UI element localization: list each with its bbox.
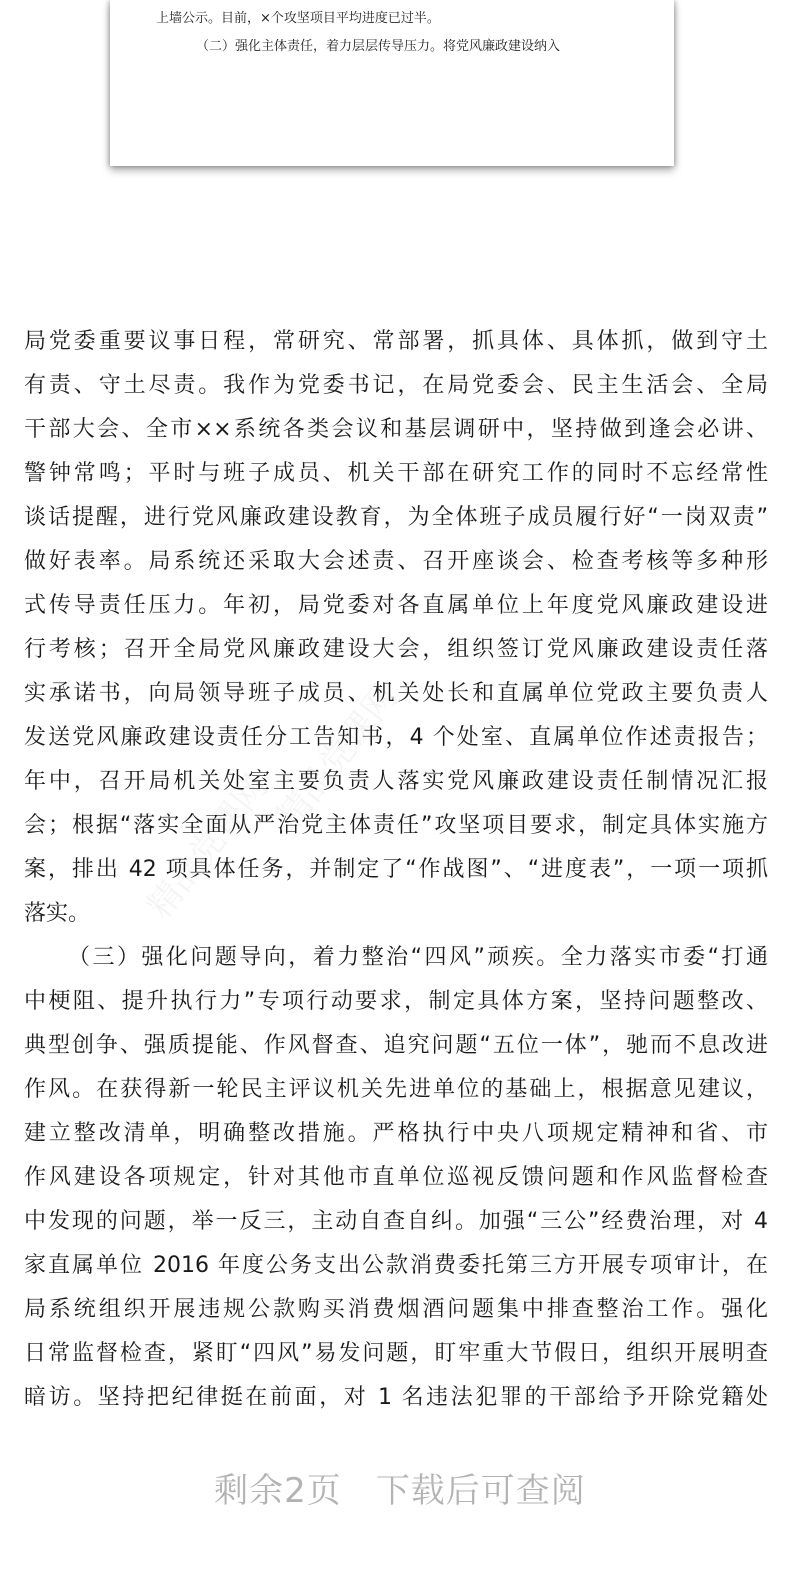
document-body <box>24 320 768 1420</box>
body-line: 作风。在获得新一轮民主评议机关先进单位的基础上，根据意见建议， <box>24 1077 768 1102</box>
body-line: 警钟常鸣；平时与班子成员、机关干部在研究工作的同时不忘经常性 <box>24 461 768 486</box>
body-line: 作风建设各项规定，针对其他市直单位巡视反馈问题和作风监督检查 <box>24 1165 768 1190</box>
watermark: 精品党课网 <box>139 767 276 926</box>
body-line: 年中，召开局机关处室主要负责人落实党风廉政建设责任制情况汇报 <box>24 769 768 794</box>
body-line: 实承诺书，向局领导班子成员、机关处长和直属单位党政主要负责人 <box>24 681 768 706</box>
body-line: 谈话提醒，进行党风廉政建设教育，为全体班子成员履行好“一岗双责” <box>24 505 768 530</box>
body-line: 案，排出 42 项具体任务，并制定了“作战图”、“进度表”，一项一项抓 <box>24 857 768 882</box>
body-line: 日常监督检查，紧盯“四风”易发问题，盯牢重大节假日，组织开展明查 <box>24 1341 768 1366</box>
watermark: 精品党课网 <box>269 677 406 836</box>
remaining-pages-label[interactable]: 剩余2页 <box>214 1471 342 1511</box>
previous-page-preview <box>110 0 674 166</box>
body-line: 局党委重要议事日程，常研究、常部署，抓具体、具体抓，做到守土 <box>24 329 768 354</box>
download-to-view-label[interactable]: 下载后可查阅 <box>375 1471 586 1511</box>
body-line: 落实。 <box>24 901 91 926</box>
preview-text-line: （二）强化主体责任，着力层层传导压力。将党风廉政建设纳入 <box>196 39 561 54</box>
body-line: 建立整改清单，明确整改措施。严格执行中央八项规定精神和省、市 <box>24 1121 768 1146</box>
body-line: 做好表率。局系统还采取大会述责、召开座谈会、检查考核等多种形 <box>24 549 768 574</box>
body-line: 行考核；召开全局党风廉政建设大会，组织签订党风廉政建设责任落 <box>24 637 768 662</box>
body-line: 局系统组织开展违规公款购买消费烟酒问题集中排查整治工作。强化 <box>24 1297 768 1322</box>
body-line: 家直属单位 2016 年度公务支出公款消费委托第三方开展专项审计，在 <box>24 1253 768 1278</box>
section-heading-line: （三）强化问题导向，着力整治“四风”顽疾。全力落实市委“打通 <box>68 945 768 970</box>
body-line: 典型创争、强质提能、作风督查、追究问题“五位一体”，驰而不息改进 <box>24 1033 768 1058</box>
body-line: 式传导责任压力。年初，局党委对各直属单位上年度党风廉政建设进 <box>24 593 768 618</box>
preview-text-line: 上墙公示。目前，×个攻坚项目平均进度已过半。 <box>156 11 440 26</box>
body-line: 干部大会、全市××系统各类会议和基层调研中，坚持做到逢会必讲、 <box>24 417 768 442</box>
body-line: 中发现的问题，举一反三，主动自查自纠。加强“三公”经费治理，对 4 <box>24 1209 768 1234</box>
body-line: 暗访。坚持把纪律挺在前面，对 1 名违法犯罪的干部给予开除党籍处 <box>24 1385 768 1410</box>
body-line: 有责、守土尽责。我作为党委书记，在局党委会、民主生活会、全局 <box>24 373 768 398</box>
body-line: 发送党风廉政建设责任分工告知书，4 个处室、直属单位作述责报告； <box>24 725 768 750</box>
body-line: 会；根据“落实全面从严治党主体责任”攻坚项目要求，制定具体实施方 <box>24 813 768 838</box>
body-line: 中梗阻、提升执行力”专项行动要求，制定具体方案，坚持问题整改、 <box>24 989 768 1014</box>
download-prompt[interactable] <box>0 1466 800 1516</box>
